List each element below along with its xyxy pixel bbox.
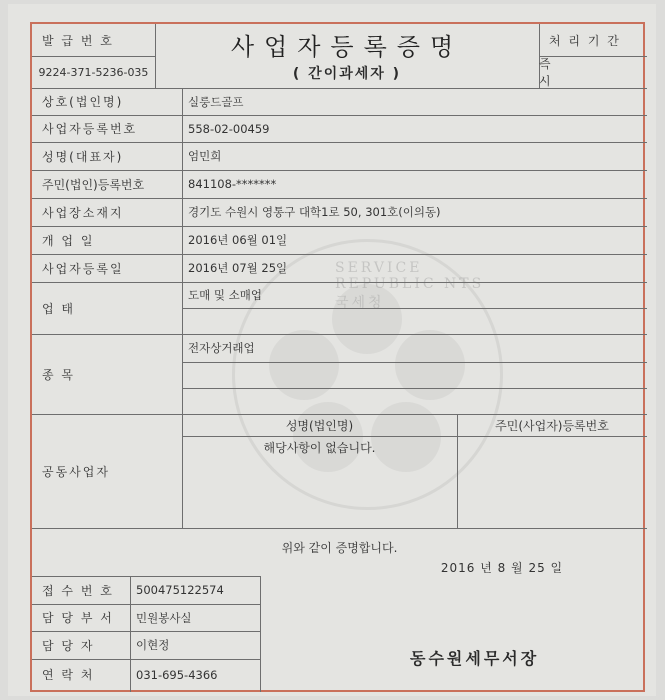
opening-date-value: 2016년 06월 01일	[188, 233, 288, 247]
joint-operator-label: 공동사업자	[42, 464, 110, 479]
issuing-office: 동수원세무서장	[410, 649, 540, 668]
processing-period-value: 즉 시	[539, 57, 591, 88]
address-value: 경기도 수원시 영통구 대학1로 50, 301호(이의동)	[188, 205, 441, 219]
certificate-sheet	[8, 4, 656, 696]
representative-value: 엄민희	[188, 149, 222, 163]
business-type-label: 업 태	[42, 301, 75, 316]
contact-value: 031-695-4366	[136, 667, 218, 682]
business-item-label: 종 목	[42, 367, 75, 382]
business-type-value: 도매 및 소매업	[188, 288, 262, 302]
receipt-no-value: 500475122574	[136, 583, 224, 597]
contact-label: 연 락 처	[42, 668, 95, 682]
registration-date-label: 사업자등록일	[42, 261, 124, 276]
joint-reg-no-header: 주민(사업자)등록번호	[495, 418, 609, 433]
officer-value: 이현정	[136, 638, 170, 652]
document-subtitle: ( 간이과세자 )	[292, 66, 402, 82]
receipt-no-label: 접 수 번 호	[42, 583, 114, 598]
biz-reg-no-label: 사업자등록번호	[42, 122, 138, 136]
trade-name-value: 실룽드골프	[188, 94, 244, 109]
officer-label: 담 당 자	[42, 638, 95, 653]
business-item-value: 전자상거래업	[188, 341, 255, 355]
address-label: 사업장소재지	[42, 205, 124, 220]
department-value: 민원봉사실	[136, 610, 192, 625]
document-frame	[30, 22, 645, 692]
certification-statement: 위와 같이 증명합니다.	[281, 540, 398, 555]
issue-no-value: 9224-371-5236-035	[38, 65, 149, 79]
joint-name-header: 성명(법인명)	[285, 418, 354, 433]
seal-text: SERVICE REPUBLIC NTS 국세청	[335, 260, 485, 311]
document-title: 사업자등록증명	[230, 32, 464, 61]
issue-no-label: 발 급 번 호	[42, 33, 114, 48]
representative-label: 성명(대표자)	[42, 149, 124, 164]
biz-reg-no-value: 558-02-00459	[188, 121, 270, 136]
joint-none-note: 해당사항이 없습니다.	[263, 440, 376, 455]
trade-name-label: 상호(법인명)	[42, 95, 124, 109]
resident-no-value: 841108-*******	[188, 177, 277, 191]
registration-date-value: 2016년 07월 25일	[188, 261, 288, 275]
resident-no-label: 주민(법인)등록번호	[42, 177, 145, 192]
opening-date-label: 개 업 일	[42, 233, 95, 248]
processing-period-label: 처 리 기 간	[549, 33, 621, 48]
certification-date: 2016 년 8 월 25 일	[440, 560, 564, 575]
department-label: 담 당 부 서	[42, 611, 114, 625]
